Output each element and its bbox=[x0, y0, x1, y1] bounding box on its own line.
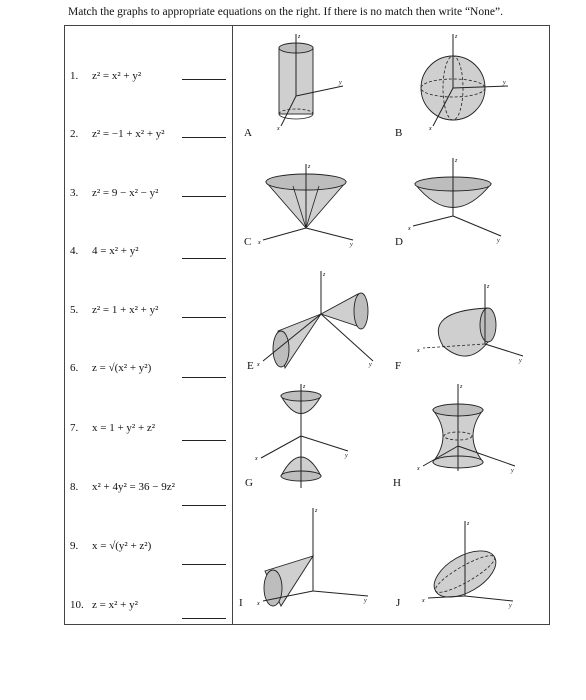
question-number: 6. bbox=[70, 362, 79, 374]
question-number: 1. bbox=[70, 70, 79, 82]
answer-blank-4[interactable] bbox=[182, 258, 226, 259]
axis-label-y: y bbox=[497, 238, 500, 244]
question-10 bbox=[70, 599, 138, 611]
graph-i-cone bbox=[256, 508, 368, 607]
graph-letter-e: E bbox=[247, 360, 254, 372]
axis-label-y: y bbox=[350, 242, 353, 248]
graph-letter-b: B bbox=[395, 127, 403, 139]
question-number: 3. bbox=[70, 187, 79, 199]
question-5 bbox=[70, 304, 158, 316]
question-equation: 4 = x² + y² bbox=[92, 245, 139, 257]
graph-c-cone bbox=[257, 164, 353, 248]
question-6 bbox=[70, 362, 151, 374]
axis-label-x: x bbox=[257, 601, 260, 607]
graph-a-cylinder bbox=[276, 34, 343, 132]
axis-label-y: y bbox=[519, 358, 522, 364]
question-equation: z² = 9 − x² − y² bbox=[92, 187, 159, 199]
axis-label-y: y bbox=[364, 598, 367, 604]
axis-label-y: y bbox=[345, 453, 348, 459]
graph-h-one-sheet bbox=[416, 384, 515, 474]
graph-j-ellipsoid bbox=[421, 521, 513, 609]
answer-blank-8[interactable] bbox=[182, 505, 226, 506]
axis-label-x: x bbox=[429, 126, 432, 132]
axis-label-x: x bbox=[258, 240, 261, 246]
axis-label-y: y bbox=[509, 603, 512, 609]
question-9 bbox=[70, 540, 151, 552]
instructions: Match the graphs to appropriate equations on the right. If there is no match then write “None”. bbox=[68, 6, 503, 18]
surface-graphs bbox=[233, 26, 549, 624]
question-3 bbox=[70, 187, 158, 199]
axis-label-z: z bbox=[298, 34, 301, 40]
graph-letter-j: J bbox=[396, 597, 401, 609]
answer-blank-5[interactable] bbox=[182, 317, 226, 318]
axis-label-x: x bbox=[255, 456, 258, 462]
axis-label-x: x bbox=[257, 362, 260, 368]
question-1 bbox=[70, 70, 141, 82]
question-equation: z² = 1 + x² + y² bbox=[92, 304, 159, 316]
question-number: 5. bbox=[70, 304, 79, 316]
axis-label-z: z bbox=[467, 521, 470, 527]
graph-b-sphere bbox=[421, 34, 508, 132]
graph-letter-d: D bbox=[395, 236, 403, 248]
graph-f-paraboloid bbox=[416, 284, 523, 364]
question-equation: z² = −1 + x² + y² bbox=[92, 128, 165, 140]
question-number: 2. bbox=[70, 128, 79, 140]
question-number: 7. bbox=[70, 422, 79, 434]
axis-label-z: z bbox=[460, 384, 463, 390]
question-equation: x = √(y² + z²) bbox=[92, 540, 152, 552]
question-equation: z = x² + y² bbox=[92, 599, 138, 611]
answer-blank-10[interactable] bbox=[182, 618, 226, 619]
graph-e-double-cone bbox=[256, 271, 373, 368]
question-7 bbox=[70, 422, 155, 434]
question-equation: x = 1 + y² + z² bbox=[92, 422, 156, 434]
axis-label-z: z bbox=[308, 164, 311, 170]
graph-g-two-sheets bbox=[254, 384, 348, 488]
graph-letter-a: A bbox=[244, 127, 252, 139]
axis-label-x: x bbox=[408, 226, 411, 232]
question-number: 8. bbox=[70, 481, 79, 493]
question-8 bbox=[70, 481, 175, 493]
question-equation: z = √(x² + y²) bbox=[92, 362, 152, 374]
axis-label-z: z bbox=[315, 508, 318, 514]
graph-letter-g: G bbox=[245, 477, 253, 489]
question-equation: z² = x² + y² bbox=[92, 70, 142, 82]
answer-blank-2[interactable] bbox=[182, 137, 226, 138]
axis-label-y: y bbox=[511, 468, 514, 474]
axis-label-y: y bbox=[503, 80, 506, 86]
question-number: 10. bbox=[70, 599, 84, 611]
answer-blank-9[interactable] bbox=[182, 564, 226, 565]
axis-label-z: z bbox=[487, 284, 490, 290]
answer-blank-7[interactable] bbox=[182, 440, 226, 441]
axis-label-z: z bbox=[455, 34, 458, 40]
question-number: 4. bbox=[70, 245, 79, 257]
axis-label-x: x bbox=[422, 598, 425, 604]
graph-letter-i: I bbox=[239, 597, 243, 609]
axis-label-z: z bbox=[455, 158, 458, 164]
question-equation: x² + 4y² = 36 − 9z² bbox=[92, 481, 175, 493]
graph-letter-c: C bbox=[244, 236, 252, 248]
axis-label-x: x bbox=[417, 348, 420, 354]
graph-letter-f: F bbox=[395, 360, 402, 372]
question-2 bbox=[70, 128, 165, 140]
axis-label-y: y bbox=[339, 80, 342, 86]
graph-letter-h: H bbox=[393, 477, 401, 489]
graph-d-paraboloid bbox=[407, 158, 501, 244]
axis-label-z: z bbox=[303, 384, 306, 390]
axis-label-z: z bbox=[323, 272, 326, 278]
answer-blank-3[interactable] bbox=[182, 196, 226, 197]
axis-label-x: x bbox=[277, 126, 280, 132]
question-4 bbox=[70, 245, 139, 257]
axis-label-x: x bbox=[417, 466, 420, 472]
question-number: 9. bbox=[70, 540, 79, 552]
axis-label-y: y bbox=[369, 362, 372, 368]
answer-blank-1[interactable] bbox=[182, 79, 226, 80]
answer-blank-6[interactable] bbox=[182, 377, 226, 378]
